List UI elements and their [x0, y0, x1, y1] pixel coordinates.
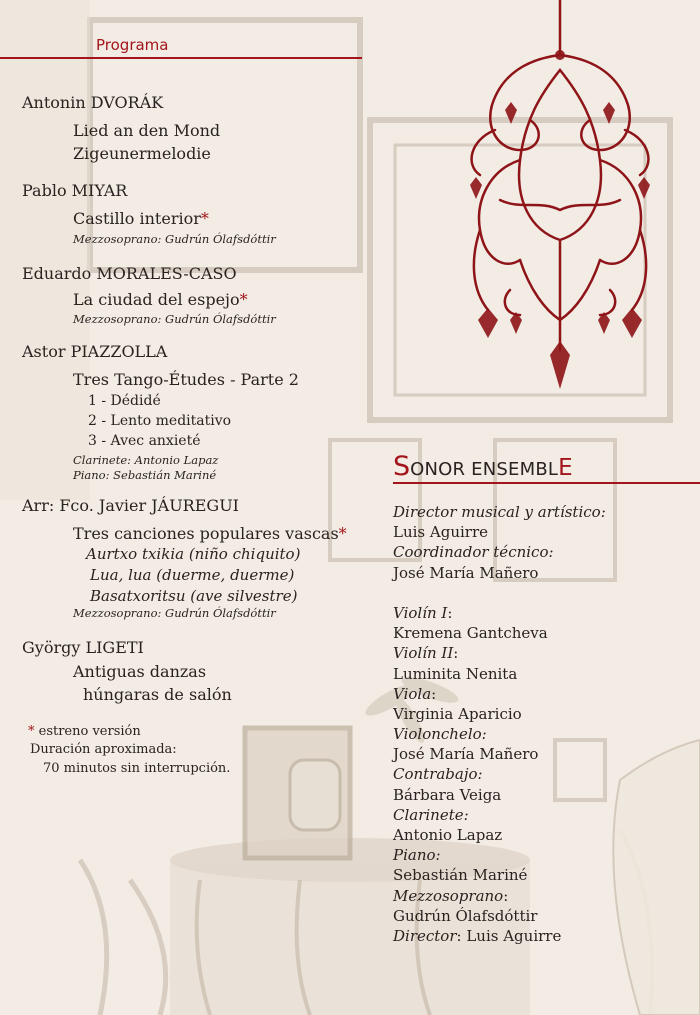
ensemble-title-middle: ONOR ENSEMBL	[410, 459, 559, 480]
role-label: Violín II	[393, 644, 454, 662]
premiere-marker: *	[338, 524, 347, 543]
role-label: Violonchelo:	[393, 725, 487, 743]
role-label: Coordinador técnico:	[393, 543, 554, 561]
ensemble-title-initial: S	[393, 451, 411, 482]
member-name: Sebastián Mariné	[393, 866, 528, 884]
premiere-note	[28, 724, 141, 739]
member-name: José María Mañero	[393, 564, 539, 582]
role-label-line	[393, 887, 508, 905]
work-title-line	[73, 209, 209, 228]
performer-credit: Clarinete: Antonio Lapaz	[73, 453, 219, 467]
ensemble-title	[393, 451, 573, 482]
role-suffix: :	[503, 887, 509, 905]
role-label-line	[393, 927, 561, 945]
role-label: Director	[393, 927, 457, 945]
song-title: Lua, lua (duerme, duerme)	[90, 566, 295, 584]
role-suffix: :	[447, 604, 453, 622]
role-suffix: :	[431, 685, 437, 703]
composer-name: Arr: Fco. Javier JÁUREGUI	[22, 496, 239, 515]
member-name: Luis Aguirre	[393, 523, 488, 541]
premiere-marker: *	[28, 724, 35, 739]
song-title: Basatxoritsu (ave silvestre)	[90, 587, 298, 605]
work-title: Zigeunermelodie	[73, 144, 211, 163]
work-title: Castillo interior	[73, 209, 201, 228]
member-name: Kremena Gantcheva	[393, 624, 548, 642]
work-title: Antiguas danzas	[73, 662, 207, 681]
composer-name: Astor PIAZZOLLA	[22, 342, 168, 361]
member-name: Bárbara Veiga	[393, 786, 502, 804]
role-label: Violín I	[393, 604, 448, 622]
work-title-line	[73, 524, 347, 543]
role-suffix: :	[453, 644, 459, 662]
movement-item: 1 - Dédidé	[88, 393, 161, 409]
role-label: Piano:	[393, 846, 441, 864]
role-label: Viola	[393, 685, 432, 703]
role-label: Contrabajo:	[393, 765, 483, 783]
work-title: La ciudad del espejo	[73, 290, 240, 309]
movement-item: 2 - Lento meditativo	[88, 413, 232, 429]
work-title: Lied an den Mond	[73, 121, 221, 140]
composer-name: Eduardo MORALES-CASO	[22, 264, 237, 283]
program-title: Programa	[96, 36, 169, 54]
premiere-marker: *	[200, 209, 209, 228]
role-label: Mezzosoprano	[393, 887, 504, 905]
duration-value: 70 minutos sin interrupción.	[43, 761, 231, 776]
premiere-marker: *	[239, 290, 248, 309]
composer-name: Pablo MIYAR	[22, 181, 128, 200]
duration-label: Duración aproximada:	[30, 742, 177, 757]
composer-name: György LIGETI	[22, 638, 144, 657]
ensemble-title-final: E	[558, 455, 573, 481]
performer-credit: Piano: Sebastián Mariné	[73, 468, 217, 482]
role-label: Clarinete:	[393, 806, 469, 824]
work-title: Tres canciones populares vascas	[73, 524, 339, 543]
member-name: Virginia Aparicio	[393, 705, 522, 723]
performer-credit: Mezzosoprano: Gudrún Ólafsdóttir	[73, 606, 276, 620]
role-suffix: : Luis Aguirre	[456, 927, 562, 945]
role-label-line	[393, 685, 436, 703]
role-label: Director musical y artístico:	[393, 503, 606, 521]
member-name: José María Mañero	[393, 745, 539, 763]
role-label-line	[393, 604, 452, 622]
performer-credit: Mezzosoprano: Gudrún Ólafsdóttir	[73, 232, 276, 246]
movement-item: 3 - Avec anxieté	[88, 433, 201, 449]
premiere-note-text: estreno versión	[34, 724, 141, 739]
program-divider	[0, 57, 362, 59]
performer-credit: Mezzosoprano: Gudrún Ólafsdóttir	[73, 312, 276, 326]
work-title: húngaras de salón	[83, 685, 232, 704]
work-title: Tres Tango-Études - Parte 2	[73, 370, 299, 389]
work-title-line	[73, 290, 248, 309]
song-title: Aurtxo txikia (niño chiquito)	[86, 545, 301, 563]
role-label-line	[393, 644, 458, 662]
ensemble-divider	[393, 482, 700, 484]
member-name: Luminita Nenita	[393, 665, 518, 683]
member-name: Antonio Lapaz	[393, 826, 503, 844]
member-name: Gudrún Ólafsdóttir	[393, 907, 538, 925]
composer-name: Antonin DVORÁK	[22, 93, 164, 112]
